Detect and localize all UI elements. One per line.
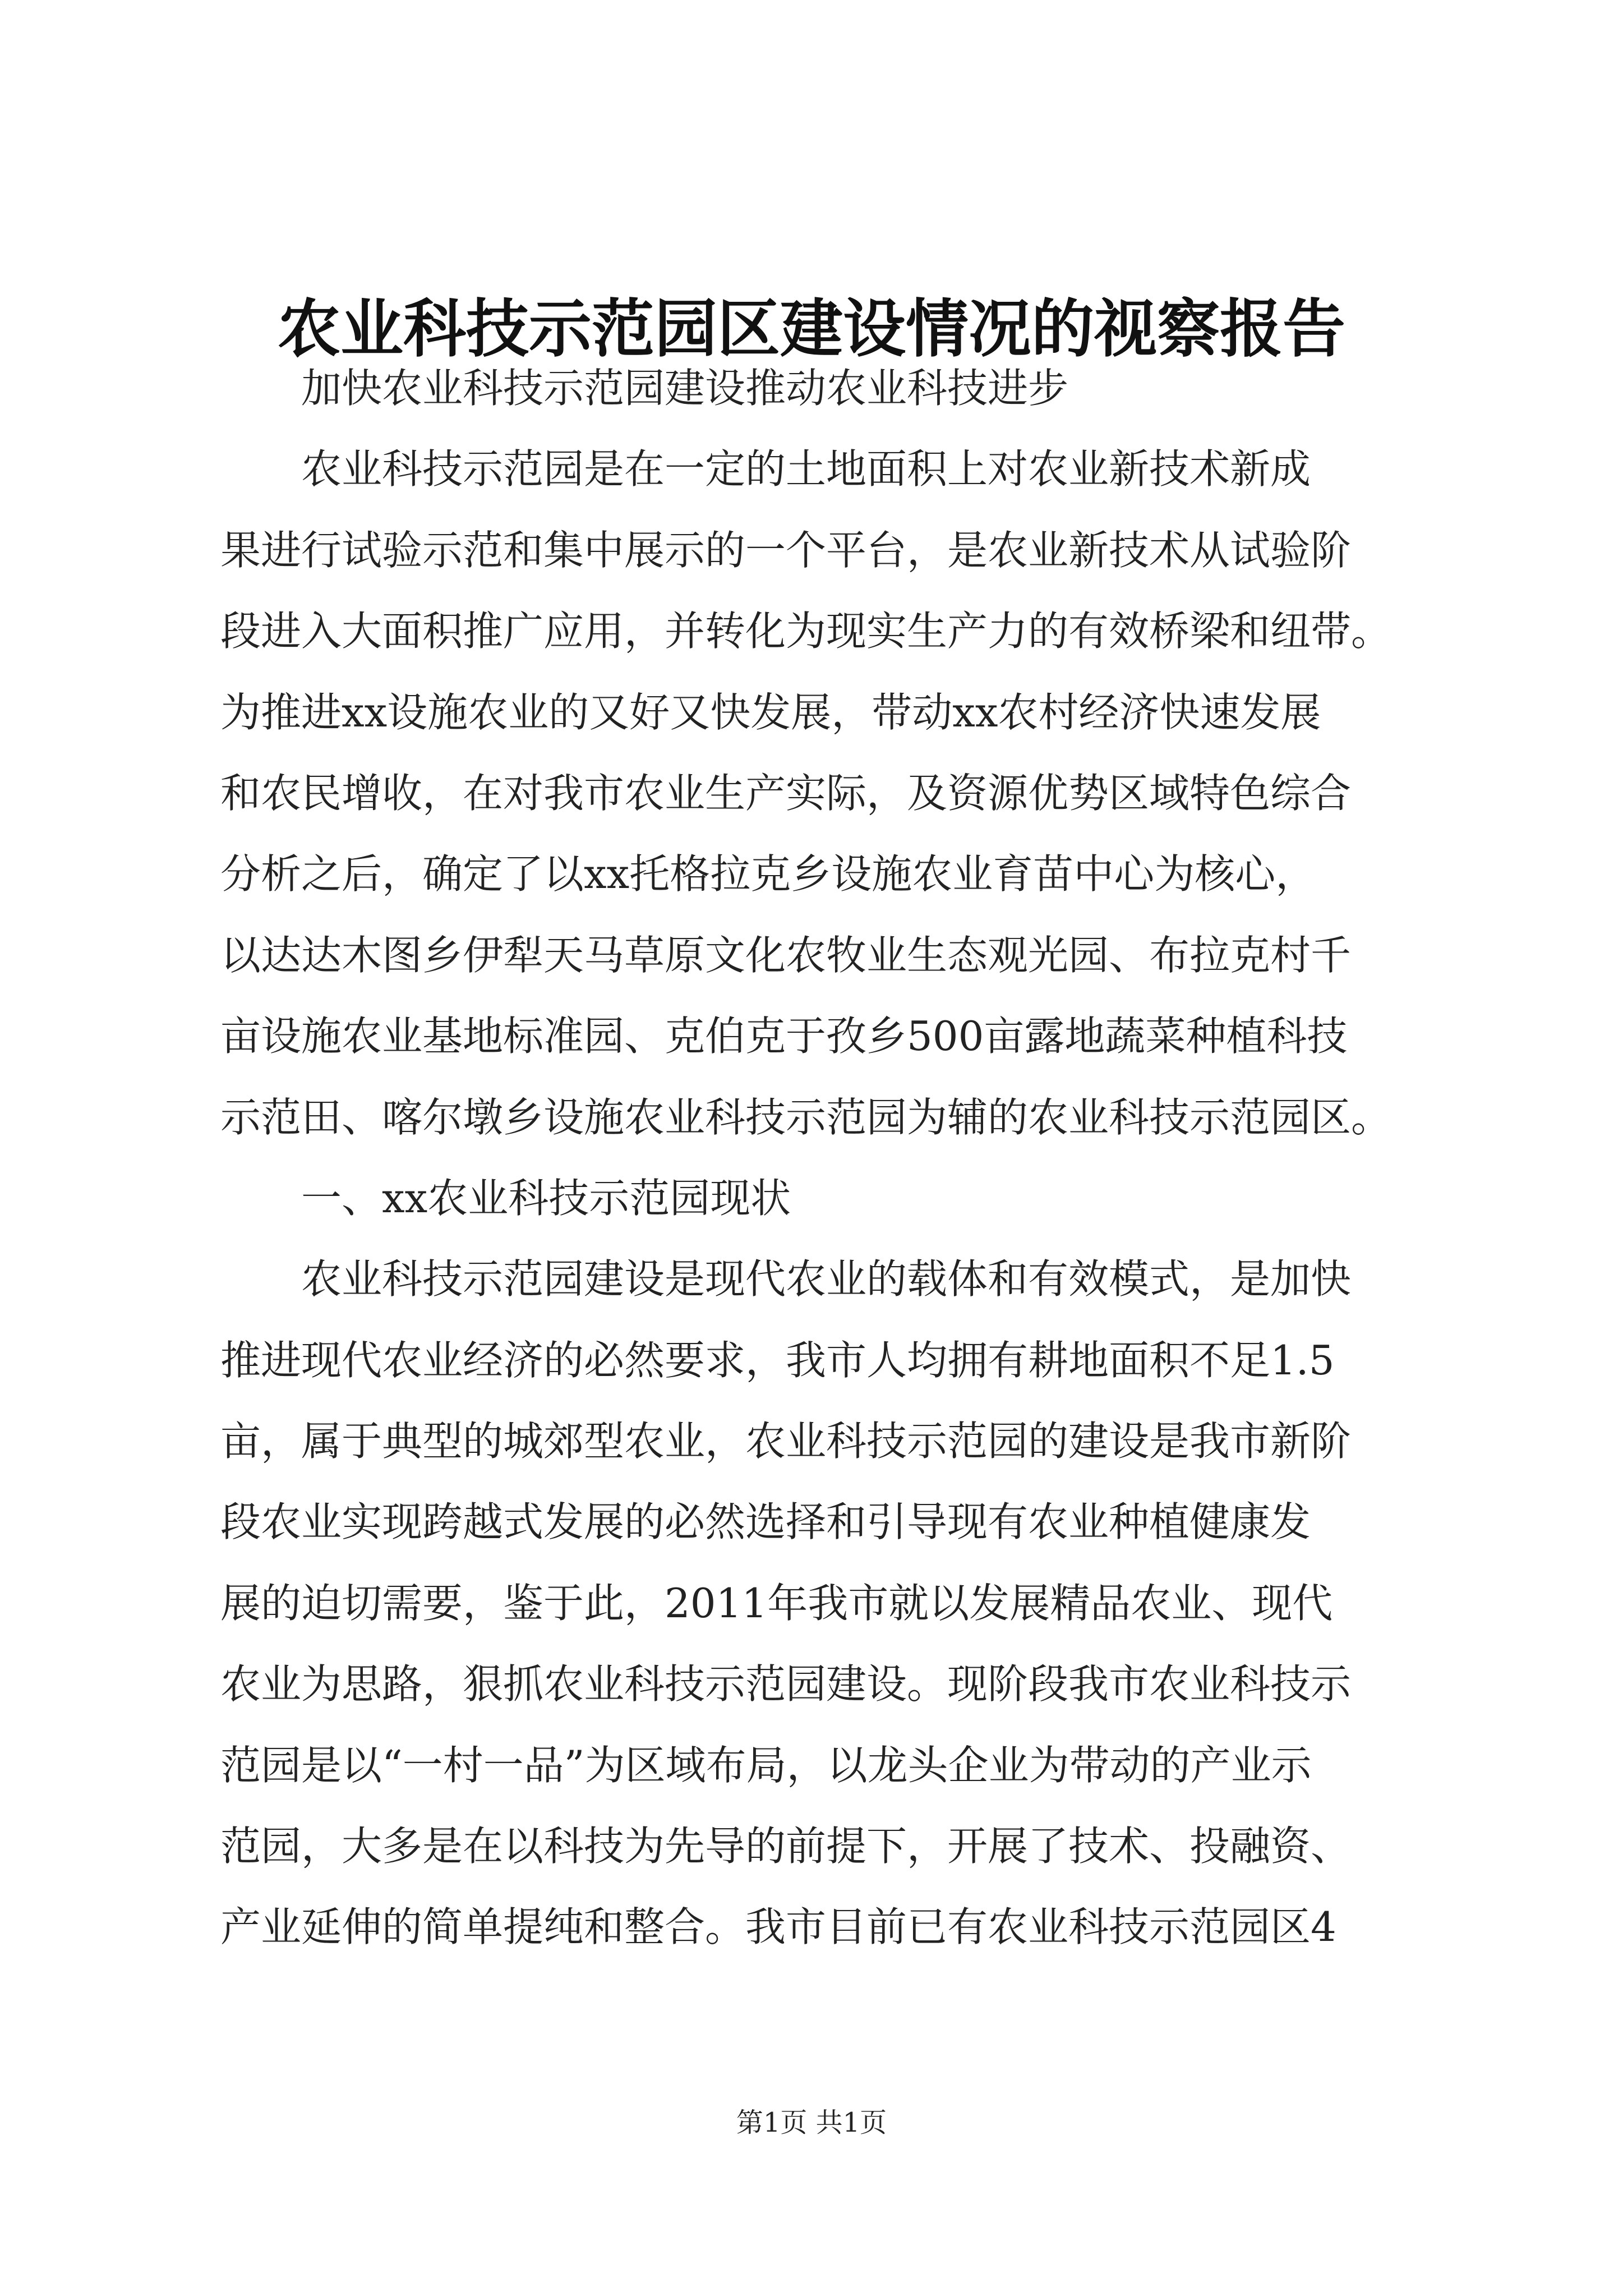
body-line: 亩，属于典型的城郊型农业，农业科技示范园的建设是我市新阶 (220, 1418, 1352, 1465)
body-line: 为推进xx设施农业的又好又快发展，带动xx农村经济快速发展 (220, 688, 1321, 736)
body-line: 示范田、喀尔墩乡设施农业科技示范园为辅的农业科技示范园区。 (220, 1093, 1392, 1141)
body-line: 分析之后，确定了以xx托格拉克乡设施农业育苗中心为核心， (220, 850, 1316, 898)
body-line: 果进行试验示范和集中展示的一个平台，是农业新技术从试验阶 (220, 526, 1352, 574)
section-heading: 一、xx农业科技示范园现状 (301, 1174, 791, 1222)
body-line: 农业科技示范园建设是现代农业的载体和有效模式，是加快 (301, 1255, 1352, 1303)
body-line: 段进入大面积推广应用，并转化为现实生产力的有效桥梁和纽带。 (220, 608, 1392, 655)
document-title: 农业科技示范园区建设情况的视察报告 (278, 292, 1345, 366)
body-line: 农业科技示范园是在一定的土地面积上对农业新技术新成 (301, 445, 1311, 493)
body-line: 和农民增收，在对我市农业生产实际，及资源优势区域特色综合 (220, 769, 1352, 817)
body-line: 加快农业科技示范园建设推动农业科技进步 (301, 365, 1069, 412)
page-footer: 第1页 共1页 (736, 2107, 887, 2138)
body-line: 范园，大多是在以科技为先导的前提下，开展了技术、投融资、 (220, 1823, 1352, 1870)
body-line: 展的迫切需要，鉴于此，2011年我市就以发展精品农业、现代 (220, 1579, 1333, 1627)
body-line: 产业延伸的简单提纯和整合。我市目前已有农业科技示范园区4 (220, 1903, 1336, 1951)
document-body (220, 348, 1409, 1968)
body-line: 亩设施农业基地标准园、克伯克于孜乡500亩露地蔬菜种植科技 (220, 1013, 1348, 1060)
body-line: 段农业实现跨越式发展的必然选择和引导现有农业种植健康发 (220, 1498, 1311, 1546)
body-line: 农业为思路，狠抓农业科技示范园建设。现阶段我市农业科技示 (220, 1660, 1352, 1708)
body-line: 推进现代农业经济的必然要求，我市人均拥有耕地面积不足1.5 (220, 1336, 1335, 1384)
body-line: 范园是以“一村一品”为区域布局，以龙头企业为带动的产业示 (220, 1741, 1312, 1789)
body-line: 以达达木图乡伊犁天马草原文化农牧业生态观光园、布拉克村千 (220, 931, 1352, 979)
